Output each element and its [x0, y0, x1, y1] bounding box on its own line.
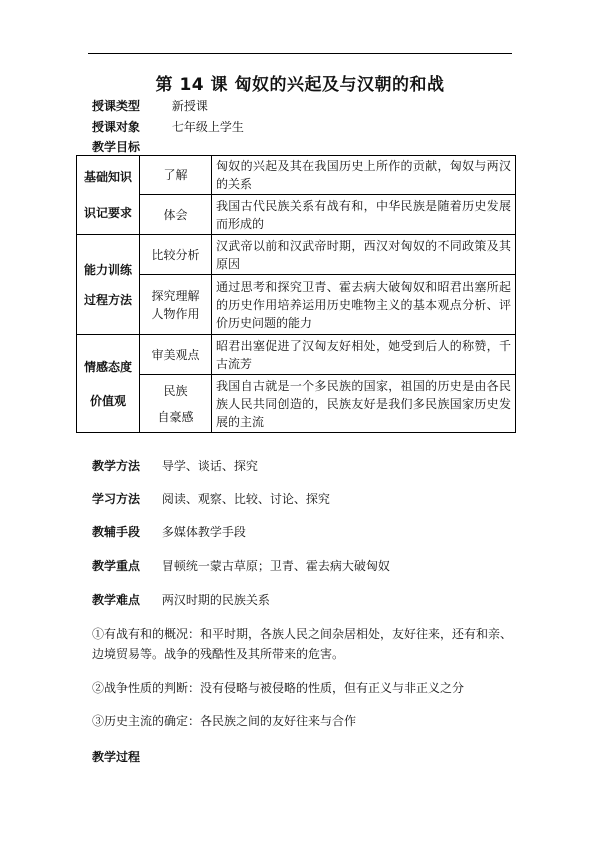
subcategory-cell: 比较分析: [140, 235, 212, 275]
description-cell: 匈奴的兴起及其在我国历史上所作的贡献，匈奴与两汉的关系: [212, 156, 516, 195]
lesson-title: 第 14 课 匈奴的兴起及与汉朝的和战: [155, 75, 445, 95]
section-label: 教学重点: [92, 559, 141, 573]
section-label: 教学方法: [92, 459, 141, 473]
subcategory-cell: 体会: [140, 195, 212, 235]
section-learning-method: [92, 490, 330, 507]
category-cell: [77, 335, 140, 433]
info-value: 七年级上学生: [171, 120, 244, 134]
description-cell: 通过思考和探究卫青、霍去病大破匈奴和昭君出塞所起的历史作用培养运用历史唯物主义的基本观点分析、评价历史问题的能力: [212, 275, 516, 335]
subcategory-cell: 了解: [140, 156, 212, 195]
section-label: 教学难点: [92, 593, 141, 607]
table-row: [77, 235, 516, 275]
table-row: [77, 335, 516, 375]
category-label: 能力训练: [83, 262, 132, 277]
table-row: [77, 156, 516, 195]
header-rule: [88, 53, 512, 54]
point-paragraph: ③历史主流的确定：各民族之间的友好往来与合作: [92, 714, 357, 728]
section-value: 两汉时期的民族关系: [161, 593, 270, 607]
section-difficulties: [92, 591, 270, 608]
category-label: 过程方法: [83, 292, 132, 307]
description-cell: 我国自古就是一个多民族的国家，祖国的历史是由各民族人民共同创造的，民族友好是我们多民族国家历史发展的主流: [212, 375, 516, 433]
point-paragraph: ②战争性质的判断：没有侵略与被侵略的性质，但有正义与非正义之分: [92, 681, 465, 695]
section-teaching-method: [92, 457, 258, 474]
process-heading: 教学过程: [92, 750, 141, 764]
category-cell: [77, 235, 140, 335]
section-teaching-aids: [92, 523, 246, 540]
table-row: [77, 275, 516, 335]
table-row: [77, 375, 516, 433]
section-value: 多媒体教学手段: [161, 525, 246, 539]
description-cell: 我国古代民族关系有战有和，中华民族是随着历史发展而形成的: [212, 195, 516, 235]
category-label: 情感态度: [83, 359, 132, 374]
category-label: 价值观: [89, 393, 126, 408]
section-value: 冒顿统一蒙古草原；卫青、霍去病大破匈奴: [161, 559, 390, 573]
info-label: 授课类型: [92, 99, 141, 113]
description-cell: 昭君出塞促进了汉匈友好相处，她受到后人的称赞，千古流芳: [212, 335, 516, 375]
info-label: 教学目标: [92, 140, 141, 154]
info-value: 新授课: [171, 99, 208, 113]
info-label: 授课对象: [92, 120, 141, 134]
subcategory-label: 民族: [163, 383, 188, 398]
subcategory-label: 自豪感: [157, 409, 194, 424]
table-row: [77, 195, 516, 235]
description-cell: 汉武帝以前和汉武帝时期，西汉对匈奴的不同政策及其原因: [212, 235, 516, 275]
info-row-audience: [92, 118, 244, 135]
point-paragraph: ①有战有和的概况：和平时期，各族人民之间杂居相处，友好往来，还有和亲、边境贸易等。战争的残酷性及其所带来的危害。: [92, 627, 513, 661]
info-row-objectives: [92, 138, 168, 155]
info-row-type: [92, 97, 208, 114]
category-cell: [77, 156, 140, 235]
category-label: 基础知识: [83, 170, 132, 184]
section-value: 阅读、观察、比较、讨论、探究: [161, 492, 330, 506]
subcategory-cell: 探究理解人物作用: [140, 275, 212, 335]
section-key-points: [92, 557, 390, 574]
subcategory-cell: [140, 375, 212, 433]
section-label: 学习方法: [92, 492, 141, 506]
section-label: 教辅手段: [92, 525, 141, 539]
section-value: 导学、谈话、探究: [161, 459, 258, 473]
category-label: 识记要求: [83, 206, 132, 220]
objectives-table: [76, 155, 516, 433]
subcategory-cell: 审美观点: [140, 335, 212, 375]
